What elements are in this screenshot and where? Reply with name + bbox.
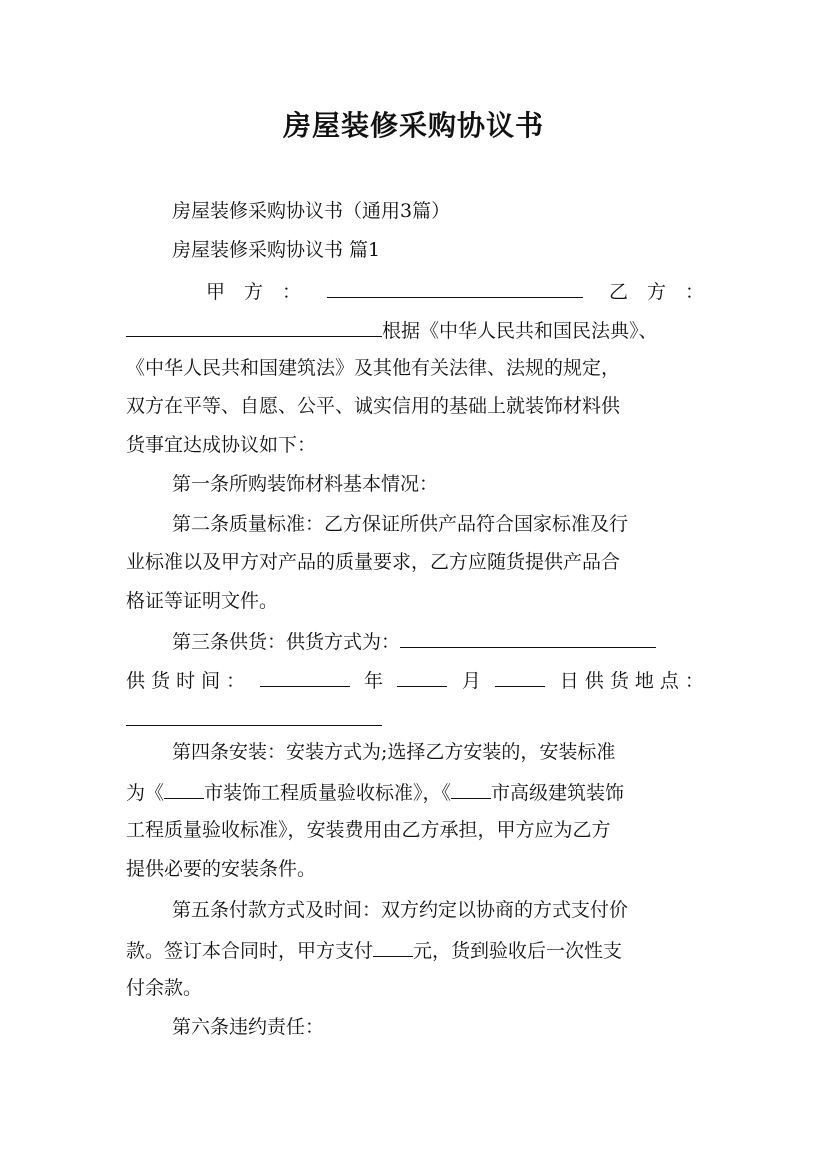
clause-6: 第六条违约责任： [172, 1016, 325, 1038]
month-blank [397, 667, 447, 687]
parties-line [172, 278, 704, 304]
paragraph-line: 《中华人民共和国建筑法》及其他有关法律、法规的规定， [126, 357, 621, 379]
paragraph-line: 格证等证明文件。 [126, 590, 279, 612]
clause-3-text: 第三条供货：供货方式为： [172, 631, 401, 653]
paragraph-line [126, 317, 704, 343]
party-a-label: 甲 方 ： [206, 281, 302, 303]
paragraph-text: 市装饰工程质量验收标准》，《 [204, 782, 452, 804]
amount-blank [373, 937, 413, 957]
subtitle-line: 房屋装修采购协议书（通用3篇） [172, 200, 451, 222]
party-a-blank [327, 278, 583, 298]
paragraph-line: 业标准以及甲方对产品的质量要求，乙方应随货提供产品合 [126, 551, 621, 573]
paragraph-text: 款。签订本合同时，甲方支付 [126, 940, 374, 962]
supply-place-line [126, 706, 704, 732]
clause-4: 第四条安装：安装方式为;选择乙方安装的，安装标准 [172, 741, 616, 763]
city-blank [164, 779, 204, 799]
clause-3 [172, 628, 704, 654]
supply-time-line [126, 667, 704, 693]
section-heading: 房屋装修采购协议书 篇1 [172, 239, 381, 261]
paragraph-line: 付余款。 [126, 977, 203, 999]
supply-place-blank [126, 706, 382, 726]
clause-5: 第五条付款方式及时间：双方约定以协商的方式支付价 [172, 899, 629, 921]
supply-method-blank [400, 628, 656, 648]
clause-2: 第二条质量标准：乙方保证所供产品符合国家标准及行 [172, 513, 629, 535]
document-title: 房屋装修采购协议书 [282, 109, 544, 142]
paragraph-line [126, 937, 704, 963]
city-blank [451, 779, 491, 799]
clause-1: 第一条所购装饰材料基本情况： [172, 473, 439, 495]
party-b-blank [126, 317, 382, 337]
year-blank [260, 667, 350, 687]
party-b-label: 乙 方 ： [608, 281, 704, 303]
supply-time-label: 供 货 时 间 ： [126, 670, 246, 692]
year-label: 年 [364, 670, 384, 692]
month-label: 月 [461, 670, 481, 692]
paragraph-line: 货事宜达成协议如下： [126, 434, 317, 456]
paragraph-line: 双方在平等、自愿、公平、诚实信用的基础上就装饰材料供 [126, 395, 621, 417]
day-and-place-label: 日 供 货 地 点 ： [559, 670, 704, 692]
paragraph-text: 为《 [126, 782, 165, 804]
paragraph-line [126, 779, 704, 805]
paragraph-text: 市高级建筑装饰 [491, 782, 625, 804]
paragraph-line: 提供必要的安装条件。 [126, 858, 317, 880]
day-blank [495, 667, 545, 687]
paragraph-line: 工程质量验收标准》，安装费用由乙方承担，甲方应为乙方 [126, 819, 611, 841]
paragraph-text: 元，货到验收后一次性支 [413, 940, 623, 962]
paragraph-text: 根据《中华人民共和国民法典》、 [382, 320, 658, 342]
